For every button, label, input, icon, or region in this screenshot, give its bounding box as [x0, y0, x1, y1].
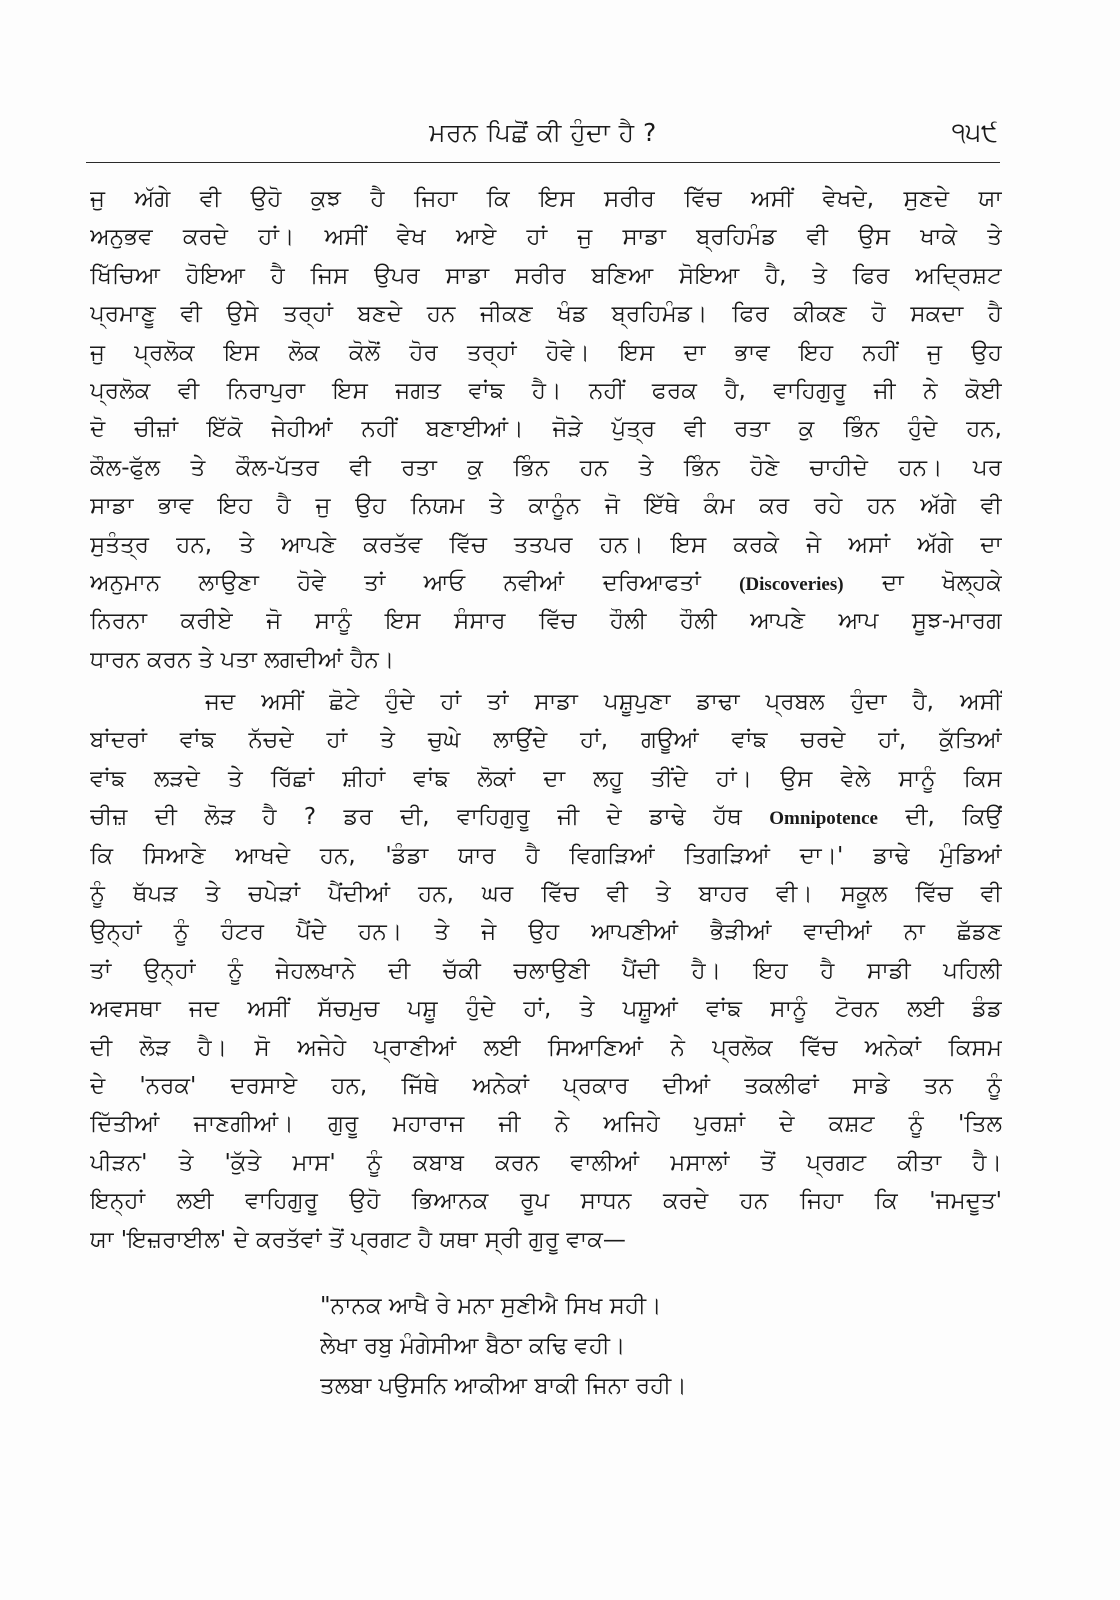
- text-line: ਦੀ ਲੋੜ ਹੈ। ਸੋ ਅਜੇਹੇ ਪ੍ਰਾਣੀਆਂ ਲਈ ਸਿਆਣਿਆਂ ਨੇ ਪ੍ਰਲੋਕ ਵਿੱਚ ਅਨੇਕਾਂ ਕਿਸਮ: [90, 1034, 1002, 1061]
- text-fragment: ਦਾ ਖੋਲ੍ਹਕੇ: [843, 569, 1002, 596]
- text-line: ਦੇ 'ਨਰਕ' ਦਰਸਾਏ ਹਨ, ਜਿੱਥੇ ਅਨੇਕਾਂ ਪ੍ਰਕਾਰ ਦੀਆਂ ਤਕਲੀਫਾਂ ਸਾਡੇ ਤਨ ਨੂੰ: [90, 1072, 1002, 1099]
- text-line: ਸੁਤੰਤ੍ਰ ਹਨ, ਤੇ ਆਪਣੇ ਕਰਤੱਵ ਵਿੱਚ ਤਤਪਰ ਹਨ। ਇਸ ਕਰਕੇ ਜੇ ਅਸਾਂ ਅੱਗੇ ਦਾ: [90, 531, 1002, 558]
- english-term: (Discoveries): [739, 573, 844, 595]
- text-line: ਕੌਲ-ਫੁੱਲ ਤੇ ਕੌਲ-ਪੱਤਰ ਵੀ ਰਤਾ ਕੁ ਭਿੰਨ ਹਨ ਤੇ ਭਿੰਨ ਹੋਣੇ ਚਾਹੀਦੇ ਹਨ। ਪਰ: [90, 454, 1002, 481]
- text-line: [90, 798, 1002, 836]
- text-line: ਕਿ ਸਿਆਣੇ ਆਖਦੇ ਹਨ, 'ਡੰਡਾ ਯਾਰ ਹੈ ਵਿਗੜਿਆਂ ਤਿਗੜਿਆਂ ਦਾ।' ਡਾਢੇ ਮੁੰਡਿਆਂ: [90, 842, 1002, 869]
- text-fragment: ਦੀ, ਕਿਉਂ: [877, 804, 1002, 831]
- text-line: ਸਾਡਾ ਭਾਵ ਇਹ ਹੈ ਜੁ ਉਹ ਨਿਯਮ ਤੇ ਕਾਨੂੰਨ ਜੋ ਇੱਥੇ ਕੰਮ ਕਰ ਰਹੇ ਹਨ ਅੱਗੇ ਵੀ: [90, 493, 1002, 520]
- text-line: ਨਿਰਨਾ ਕਰੀਏ ਜੋ ਸਾਨੂੰ ਇਸ ਸੰਸਾਰ ਵਿੱਚ ਹੌਲੀ ਹੌਲੀ ਆਪਣੇ ਆਪ ਸੂਝ-ਮਾਰਗ: [90, 608, 1002, 635]
- text-line: ਬਾਂਦਰਾਂ ਵਾਂਙ ਨੱਚਦੇ ਹਾਂ ਤੇ ਚੁਘੇ ਲਾਉਂਦੇ ਹਾਂ, ਗਊਆਂ ਵਾਂਙ ਚਰਦੇ ਹਾਂ, ਕੁੱਤਿਆਂ: [90, 727, 1002, 754]
- text-line: ਤਾਂ ਉਨ੍ਹਾਂ ਨੂੰ ਜੇਹਲਖਾਨੇ ਦੀ ਚੱਕੀ ਚਲਾਉਣੀ ਪੈਂਦੀ ਹੈ। ਇਹ ਹੈ ਸਾਡੀ ਪਹਿਲੀ: [90, 957, 1002, 984]
- page-number: ੧੫੯: [951, 118, 998, 148]
- text-line: ਅਵਸਥਾ ਜਦ ਅਸੀਂ ਸੱਚਮੁਚ ਪਸ਼ੂ ਹੁੰਦੇ ਹਾਂ, ਤੇ ਪਸ਼ੂਆਂ ਵਾਂਙ ਸਾਨੂੰ ਟੋਰਨ ਲਈ ਡੰਡ: [90, 996, 1002, 1023]
- quote-line: ਲੇਖਾ ਰਬੁ ਮੰਗੇਸੀਆ ਬੈਠਾ ਕਢਿ ਵਹੀ।: [320, 1333, 626, 1359]
- header-rule: [86, 162, 1000, 163]
- text-line: ਜੁ ਅੱਗੇ ਵੀ ਉਹੋ ਕੁਝ ਹੈ ਜਿਹਾ ਕਿ ਇਸ ਸਰੀਰ ਵਿੱਚ ਅਸੀਂ ਵੇਖਦੇ, ਸੁਣਦੇ ਯਾ: [90, 186, 1002, 212]
- running-title: ਮਰਨ ਪਿਛੋਂ ਕੀ ਹੁੰਦਾ ਹੈ ?: [429, 118, 657, 147]
- page-header: [86, 118, 1000, 160]
- scripture-quote: [320, 1286, 1000, 1406]
- text-line: ਅਨੁਭਵ ਕਰਦੇ ਹਾਂ। ਅਸੀਂ ਵੇਖ ਆਏ ਹਾਂ ਜੁ ਸਾਡਾ ਬ੍ਰਹਿਮੰਡ ਵੀ ਉਸ ਖਾਕੇ ਤੇ: [90, 224, 1002, 251]
- text-line: ਦਿੱਤੀਆਂ ਜਾਣਗੀਆਂ। ਗੁਰੂ ਮਹਾਰਾਜ ਜੀ ਨੇ ਅਜਿਹੇ ਪੁਰਸ਼ਾਂ ਦੇ ਕਸ਼ਟ ਨੂੰ 'ਤਿਲ: [90, 1111, 1002, 1138]
- text-line: ਜਦ ਅਸੀਂ ਛੋਟੇ ਹੁੰਦੇ ਹਾਂ ਤਾਂ ਸਾਡਾ ਪਸ਼ੂਪੁਣਾ ਡਾਢਾ ਪ੍ਰਬਲ ਹੁੰਦਾ ਹੈ, ਅਸੀਂ: [205, 689, 1002, 716]
- text-line: ਧਾਰਨ ਕਰਨ ਤੇ ਪਤਾ ਲਗਦੀਆਂ ਹੈਨ।: [90, 646, 395, 673]
- text-line: ਉਨ੍ਹਾਂ ਨੂੰ ਹੰਟਰ ਪੈਂਦੇ ਹਨ। ਤੇ ਜੇ ਉਹ ਆਪਣੀਆਂ ਭੈੜੀਆਂ ਵਾਦੀਆਂ ਨਾ ਛੱਡਣ: [90, 919, 1002, 946]
- text-line: ਪ੍ਰਮਾਣੂ ਵੀ ਉਸੇ ਤਰ੍ਹਾਂ ਬਣਦੇ ਹਨ ਜੀਕਣ ਖੰਡ ਬ੍ਰਹਿਮੰਡ। ਫਿਰ ਕੀਕਣ ਹੋ ਸਕਦਾ ਹੈ: [90, 301, 1002, 328]
- text-line: ਪੀੜਨ' ਤੇ 'ਕੁੱਤੇ ਮਾਸ' ਨੂੰ ਕਬਾਬ ਕਰਨ ਵਾਲੀਆਂ ਮਸਾਲਾਂ ਤੋਂ ਪ੍ਰਗਟ ਕੀਤਾ ਹੈ।: [90, 1149, 1002, 1176]
- text-line: ਪ੍ਰਲੋਕ ਵੀ ਨਿਰਾਪੁਰਾ ਇਸ ਜਗਤ ਵਾਂਙ ਹੈ। ਨਹੀਂ ਫਰਕ ਹੈ, ਵਾਹਿਗੁਰੂ ਜੀ ਨੇ ਕੋਈ: [90, 377, 1002, 404]
- text-line: ਖਿੱਚਿਆ ਹੋਇਆ ਹੈ ਜਿਸ ਉਪਰ ਸਾਡਾ ਸਰੀਰ ਬਣਿਆ ਸੋਇਆ ਹੈ, ਤੇ ਫਿਰ ਅਦ੍ਰਿਸ਼ਟ: [90, 262, 1002, 289]
- text-line: ਯਾ 'ਇਜ਼ਰਾਈਲ' ਦੇ ਕਰਤੱਵਾਂ ਤੋਂ ਪ੍ਰਗਟ ਹੈ ਯਥਾ ਸ੍ਰੀ ਗੁਰੂ ਵਾਕ—: [90, 1226, 626, 1253]
- text-line: ਨੂੰ ਥੱਪੜ ਤੇ ਚਪੇੜਾਂ ਪੈਂਦੀਆਂ ਹਨ, ਘਰ ਵਿੱਚ ਵੀ ਤੇ ਬਾਹਰ ਵੀ। ਸਕੂਲ ਵਿੱਚ ਵੀ: [90, 881, 1002, 908]
- text-fragment: ਚੀਜ਼ ਦੀ ਲੋੜ ਹੈ ? ਡਰ ਦੀ, ਵਾਹਿਗੁਰੂ ਜੀ ਦੇ ਡਾਢੇ ਹੱਥ: [90, 804, 770, 831]
- body-text: [90, 180, 1002, 1259]
- text-line: ਦੋ ਚੀਜ਼ਾਂ ਇੱਕੋ ਜੇਹੀਆਂ ਨਹੀਂ ਬਣਾਈਆਂ। ਜੋੜੇ ਪੁੱਤ੍ਰ ਵੀ ਰਤਾ ਕੁ ਭਿੰਨ ਹੁੰਦੇ ਹਨ,: [90, 416, 1002, 443]
- quote-line: "ਨਾਨਕ ਆਖੈ ਰੇ ਮਨਾ ਸੁਣੀਐ ਸਿਖ ਸਹੀ।: [320, 1293, 662, 1319]
- quote-line: ਤਲਬਾ ਪਉਸਨਿ ਆਕੀਆ ਬਾਕੀ ਜਿਨਾ ਰਹੀ।: [320, 1373, 687, 1399]
- text-line: [90, 564, 1002, 602]
- text-line: ਜੁ ਪ੍ਰਲੋਕ ਇਸ ਲੋਕ ਕੋਲੋਂ ਹੋਰ ਤਰ੍ਹਾਂ ਹੋਵੇ। ਇਸ ਦਾ ਭਾਵ ਇਹ ਨਹੀਂ ਜੁ ਉਹ: [90, 339, 1002, 366]
- text-line: ਵਾਂਙ ਲੜਦੇ ਤੇ ਰਿੱਛਾਂ ਸ਼ੀਹਾਂ ਵਾਂਙ ਲੋਕਾਂ ਦਾ ਲਹੂ ਤੀਂਦੇ ਹਾਂ। ਉਸ ਵੇਲੇ ਸਾਨੂੰ ਕਿਸ: [90, 765, 1002, 792]
- text-line: ਇਨ੍ਹਾਂ ਲਈ ਵਾਹਿਗੁਰੂ ਉਹੋ ਭਿਆਨਕ ਰੂਪ ਸਾਧਨ ਕਰਦੇ ਹਨ ਜਿਹਾ ਕਿ 'ਜਮਦੂਤ': [90, 1188, 1002, 1215]
- text-fragment: ਅਨੁਮਾਨ ਲਾਉਣਾ ਹੋਵੇ ਤਾਂ ਆਓ ਨਵੀਆਂ ਦਰਿਆਫਤਾਂ: [90, 569, 740, 596]
- english-term: Omnipotence: [769, 808, 878, 830]
